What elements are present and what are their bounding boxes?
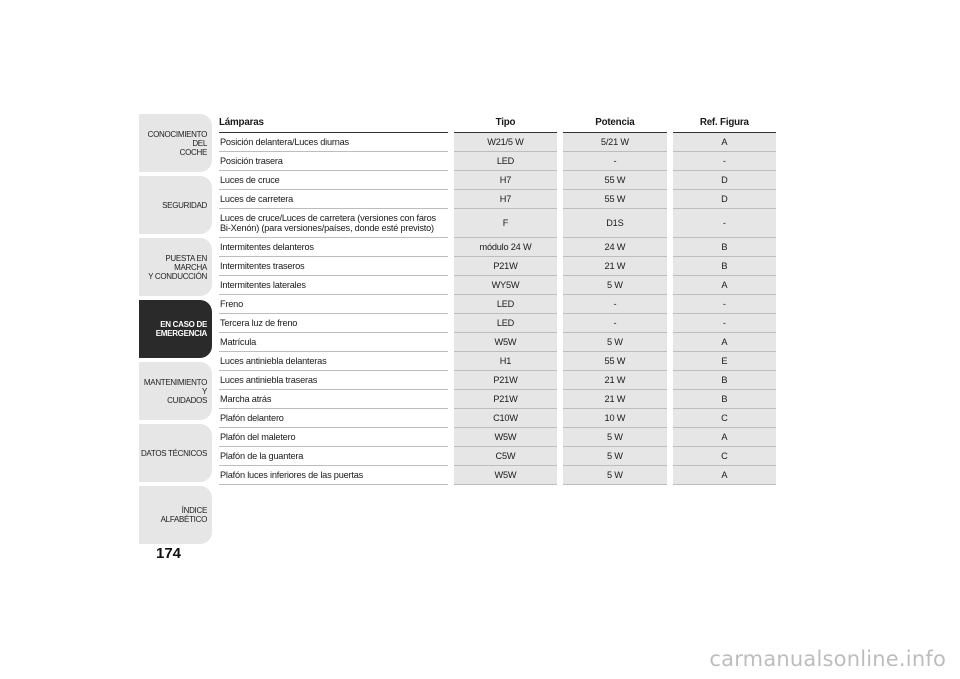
lamp-ref-cell: A [670,466,779,485]
sidebar-tab[interactable] [139,424,212,482]
lamp-name-cell: Tercera luz de freno [219,314,451,333]
lamp-power-cell: 55 W [560,352,669,371]
lamp-power-cell: 21 W [560,390,669,409]
lamp-name-cell: Plafón de la guantera [219,447,451,466]
lamp-power-cell: D1S [560,209,669,238]
lamp-power-cell: 5 W [560,466,669,485]
sidebar-tab-label: SEGURIDAD [162,200,207,210]
lamp-type-cell: LED [451,314,560,333]
table-row [219,390,779,409]
table-row [219,276,779,295]
table-row [219,409,779,428]
sidebar-tab-label: PUESTA EN MARCHA Y CONDUCCIÓN [148,253,207,281]
table-row [219,152,779,171]
lamp-power-cell: 24 W [560,238,669,257]
lamp-ref-cell: A [670,428,779,447]
header-ref-figura: Ref. Figura [699,117,749,128]
lamps-table-container [219,114,782,485]
lamp-type-cell: módulo 24 W [451,238,560,257]
table-row [219,352,779,371]
sidebar-tab-label: ÍNDICE ALFABÉTICO [160,506,207,524]
sidebar-tab[interactable] [139,114,212,172]
lamp-name-cell: Matrícula [219,333,451,352]
header-lamparas: Lámparas [219,117,264,128]
lamp-type-cell: P21W [451,257,560,276]
lamp-power-cell: 21 W [560,371,669,390]
lamp-type-cell: C10W [451,409,560,428]
lamp-name-cell: Plafón luces inferiores de las puertas [219,466,451,485]
sidebar-tab[interactable] [139,486,212,544]
side-navigation [139,114,212,548]
lamp-type-cell: W21/5 W [451,133,560,152]
lamp-power-cell: 5 W [560,447,669,466]
table-row [219,295,779,314]
sidebar-tab-label: MANTENIMIENTO Y CUIDADOS [143,377,207,405]
lamp-ref-cell: - [670,314,779,333]
lamp-ref-cell: B [670,238,779,257]
header-potencia: Potencia [595,117,635,128]
lamp-ref-cell: - [670,209,779,238]
table-row [219,466,779,485]
lamp-power-cell: - [560,295,669,314]
lamp-type-cell: F [451,209,560,238]
table-row [219,447,779,466]
lamp-ref-cell: A [670,333,779,352]
lamp-power-cell: 5 W [560,428,669,447]
lamp-ref-cell: B [670,371,779,390]
lamp-ref-cell: C [670,447,779,466]
sidebar-tab-label: DATOS TÉCNICOS [140,448,207,458]
lamp-type-cell: C5W [451,447,560,466]
lamp-type-cell: LED [451,295,560,314]
lamp-type-cell: W5W [451,466,560,485]
sidebar-tab[interactable] [139,176,212,234]
lamp-power-cell: 55 W [560,190,669,209]
lamp-name-cell: Posición delantera/Luces diurnas [219,133,451,152]
lamp-ref-cell: C [670,409,779,428]
table-row [219,333,779,352]
lamp-ref-cell: A [670,276,779,295]
table-body [219,133,779,485]
table-row [219,190,779,209]
lamp-type-cell: H1 [451,352,560,371]
lamp-type-cell: WY5W [451,276,560,295]
lamp-name-cell: Luces de carretera [219,190,451,209]
lamp-ref-cell: B [670,257,779,276]
lamp-name-cell: Luces de cruce [219,171,451,190]
lamp-type-cell: H7 [451,190,560,209]
lamp-power-cell: 5 W [560,276,669,295]
lamp-name-cell: Marcha atrás [219,390,451,409]
page-number: 174 [156,545,182,562]
table-row [219,238,779,257]
lamp-type-cell: P21W [451,371,560,390]
sidebar-tab-label: EN CASO DE EMERGENCIA [155,320,207,338]
table-header-row [219,114,779,133]
lamp-name-cell: Freno [219,295,451,314]
lamp-ref-cell: D [670,171,779,190]
sidebar-tab[interactable] [139,300,212,358]
lamp-name-cell: Intermitentes laterales [219,276,451,295]
lamp-ref-cell: - [670,295,779,314]
table-row [219,257,779,276]
lamp-name-cell: Intermitentes traseros [219,257,451,276]
table-row [219,133,779,152]
sidebar-tab[interactable] [139,238,212,296]
lamp-type-cell: P21W [451,390,560,409]
lamp-power-cell: 55 W [560,171,669,190]
lamp-power-cell: 10 W [560,409,669,428]
sidebar-tab[interactable] [139,362,212,420]
lamp-name-cell: Luces de cruce/Luces de carretera (versiones con faros Bi-Xenón) (para versiones/países, donde esté previsto) [219,209,451,238]
lamp-ref-cell: B [670,390,779,409]
lamp-name-cell: Plafón del maletero [219,428,451,447]
table-row [219,314,779,333]
lamp-name-cell: Intermitentes delanteros [219,238,451,257]
lamp-ref-cell: - [670,152,779,171]
lamp-power-cell: - [560,314,669,333]
table-row [219,371,779,390]
lamp-name-cell: Luces antiniebla traseras [219,371,451,390]
lamp-power-cell: - [560,152,669,171]
lamp-power-cell: 5 W [560,333,669,352]
lamp-power-cell: 5/21 W [560,133,669,152]
sidebar-tab-label: CONOCIMIENTO DEL COCHE [147,129,207,157]
watermark: carmanualsonline.info [709,647,946,671]
table-row [219,209,779,238]
lamp-ref-cell: E [670,352,779,371]
lamps-table [219,114,782,485]
lamp-type-cell: W5W [451,428,560,447]
lamp-name-cell: Plafón delantero [219,409,451,428]
lamp-ref-cell: A [670,133,779,152]
lamp-ref-cell: D [670,190,779,209]
lamp-name-cell: Luces antiniebla delanteras [219,352,451,371]
lamp-type-cell: W5W [451,333,560,352]
table-row [219,171,779,190]
lamp-type-cell: H7 [451,171,560,190]
table-row [219,428,779,447]
header-tipo: Tipo [495,117,516,128]
lamp-name-cell: Posición trasera [219,152,451,171]
lamp-power-cell: 21 W [560,257,669,276]
lamp-type-cell: LED [451,152,560,171]
